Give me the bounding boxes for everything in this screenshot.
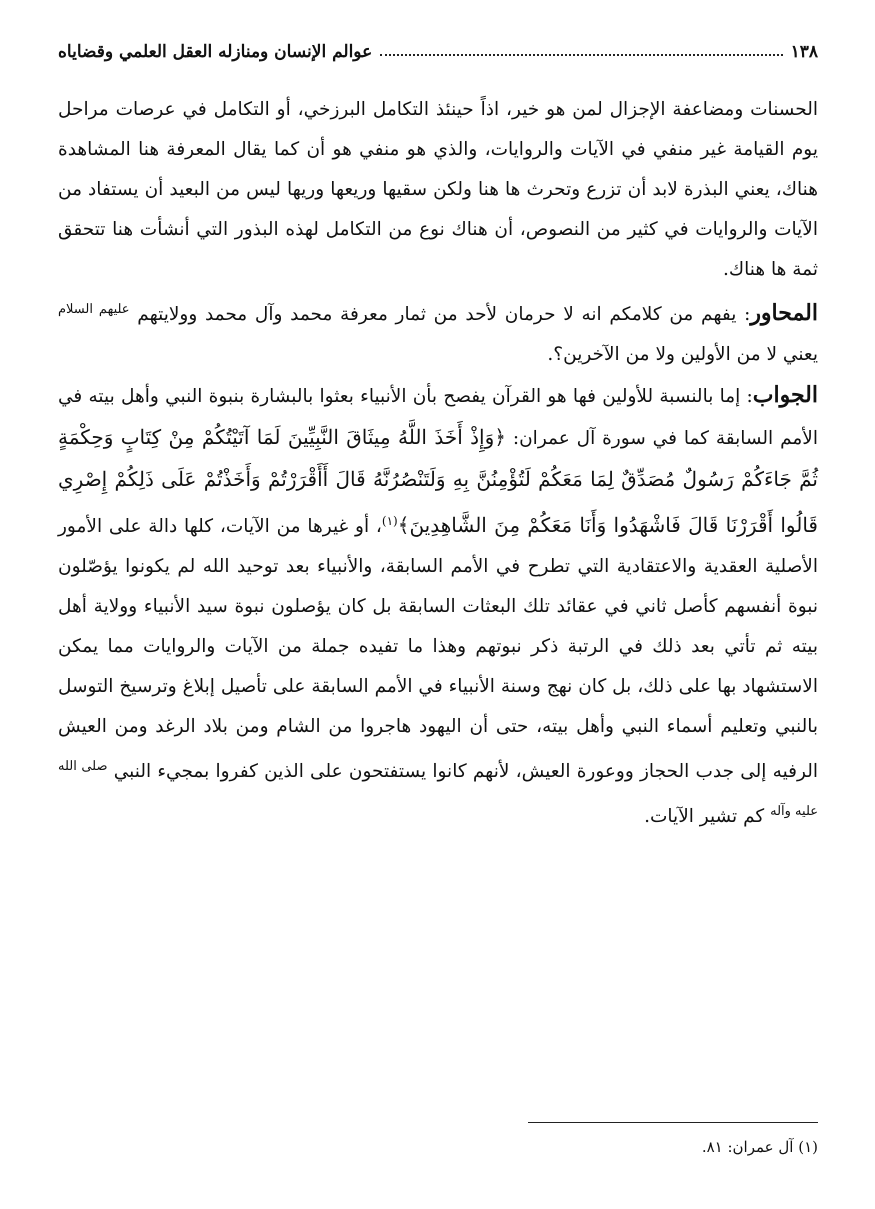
paragraph-1: الحسنات ومضاعفة الإجزال لمن هو خير، اذاً حينئذ التكامل البرزخي، أو التكامل في عرصات مراحل يوم القيامة غير منفي في الآيات والروايات، والذي هو منفي هو أن كما يقال المعرفة هنا المشاهدة هناك، يعني البذرة لابد أن تزرع وتحرث ها هنا ولكن سقيها وريعها وريها ليس من البعيد أن يستفاد من الآيات والروايات في كثير من النصوص، أن هناك نوع من التكامل لهذه البذور التي أنشأت هنا تتحقق ثمة ها هناك. — [58, 99, 818, 280]
question-label: المحاور — [750, 300, 818, 327]
footnote-reference: (١) — [381, 514, 398, 529]
main-text — [58, 90, 818, 838]
running-header — [58, 28, 818, 62]
book-title: عوالم الإنسان ومنازله العقل العلمي وقضاياه — [58, 42, 373, 62]
question-text-end: يعني لا من الأولين ولا من الآخرين؟. — [547, 344, 818, 366]
question-paragraph — [58, 290, 818, 375]
quran-verse: ﴿وَإِذْ أَخَذَ اللَّهُ مِيثَاقَ النَّبِيِّينَ لَمَا آتَيْتُكُمْ مِنْ كِتَابٍ وَحِكْمَةٍ ثُمَّ جَاءَكُمْ رَسُولٌ مُصَدِّقٌ لِمَا مَعَكُمْ لَتُؤْمِنُنَّ بِهِ وَلَتَنْصُرُنَّهُ قَالَ أَأَقْرَرْتُمْ وَأَخَذْتُمْ عَلَى ذَلِكُمْ إِصْرِي قَالُوا أَقْرَرْنَا قَالَ فَاشْهَدُوا وَأَنَا مَعَكُمْ مِنَ الشَّاهِدِينَ﴾ — [58, 425, 818, 538]
honorific-mark: عليهم السلام — [58, 302, 130, 317]
honorific-mark: صلى الله عليه وآله — [58, 759, 818, 820]
page-number: ١٣٨ — [790, 42, 818, 62]
answer-intro: : إما بالنسبة للأولين فها هو القرآن يفصح بأن الأنبياء بعثوا بالبشارة بنبوة النبي وأهل بيته في الأمم السابقة كما في سورة آل عمران: — [58, 386, 818, 450]
question-text: : يفهم من كلامكم انه لا حرمان لأحد من ثمار معرفة محمد وآل محمد وولايتهم — [137, 304, 751, 326]
answer-paragraph — [58, 375, 818, 837]
footnote: (١) آل عمران: ٨١. — [701, 1138, 818, 1156]
answer-end: كم تشير الآيات. — [644, 806, 771, 828]
footnote-divider — [528, 1122, 818, 1123]
answer-label: الجواب — [752, 382, 818, 409]
answer-body: ، أو غيرها من الآيات، كلها دالة على الأمور الأصلية العقدية والاعتقادية التي تطرح في الأمم السابقة، والأنبياء بعد توحيد الله لم يكونوا يؤصّلون نبوة أنفسهم كأصل ثاني في عقائد تلك البعثات السابقة بل كان يؤصلون نبوة سيد الأنبياء وولاية أهل بيته ثم تأتي بعد ذلك في الرتبة ذكر نبوتهم وهذا ما تفيده جملة من الآيات والروايات مما يمكن الاستشهاد بها على ذلك، بل كان نهج وسنة الأنبياء في الأمم السابقة على تأصيل إبلاغ وترسيخ التوسل بالنبي وتعليم أسماء النبي وأهل بيته، حتى أن اليهود هاجروا من الشام ومن بلاد الرغد ومن العيش الرفيه إلى جدب الحجاز ووعورة العيش، لأنهم كانوا يستفتحون على الذين كفروا بمجيء النبي — [58, 516, 818, 783]
header-dot-leader — [380, 54, 782, 56]
